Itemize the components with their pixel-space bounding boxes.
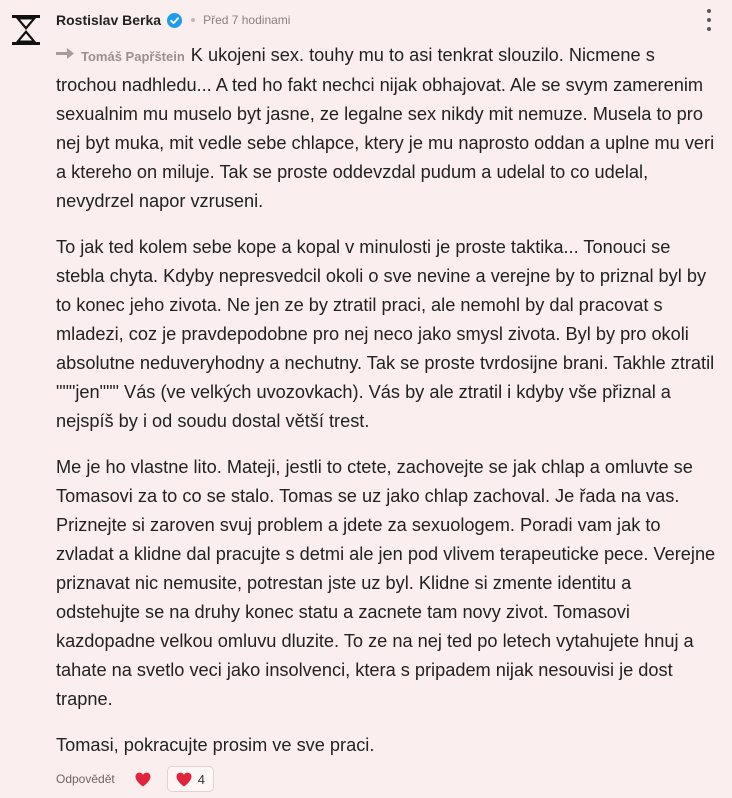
- comment-paragraph: Tomasi, pokracujte prosim ve sve praci.: [56, 735, 375, 755]
- comment-footer: [56, 766, 214, 792]
- comment-paragraph: [56, 41, 720, 216]
- reply-to-name: Tomáš Papřštein: [81, 49, 185, 64]
- avatar[interactable]: [8, 12, 44, 48]
- comment-header: [56, 10, 722, 30]
- reply-reference[interactable]: [56, 45, 191, 65]
- more-options-button[interactable]: [704, 9, 714, 31]
- timestamp: Před 7 hodinami: [203, 13, 291, 27]
- reply-arrow-icon: [56, 48, 74, 60]
- reply-button[interactable]: Odpovědět: [56, 772, 115, 786]
- verified-icon: [167, 13, 182, 28]
- comment-paragraph: To jak ted kolem sebe kope a kopal v minulosti je proste taktika... Tonouci se stebla chyta. Kdyby nepresvedcil okoli o sve nevine a verejne by to priznal byl by to konec jeho zivota. Ne jen ze by ztratil praci, ale nemohl by dal pracovat s mladezi, coz je pravdepodobne pro nej neco jako smysl zivota. Byl by pro okoli absolutne neduveryhodny a nechutny. Tak se proste tvrdosijne brani. Takhle ztratil """jen""" Vás (ve velkých uvozovkach). Vás by ale ztratil i kdyby vše přiznal a nejspíš by i od soudu dostal větší trest.: [56, 237, 715, 431]
- more-vertical-icon: [707, 9, 711, 13]
- separator-dot: [191, 18, 195, 22]
- hourglass-avatar-icon: [8, 12, 44, 48]
- like-count: 4: [197, 771, 205, 787]
- author-name[interactable]: Rostislav Berka: [56, 12, 162, 28]
- comment-paragraph: Me je ho vlastne lito. Mateji, jestli to ctete, zachovejte se jak chlap a omluvte se Tomasovi za to co se stalo. Tomas se uz jako chlap zachoval. Je řada na vas. Priznejte si zaroven svuj problem a jdete za sexuologem. Poradi vam jak to zvladat a klidne dal pracujte s detmi ale jen pod vlivem terapeuticke pece. Verejne priznavat nic nemusite, potrestan jste uz byl. Klidne si zmente identitu a odstehujte se na druhy konec statu a zacnete tam novy zivot. Tomasovi kazdopadne velkou omluvu dluzite. To ze na nej ted po letech vytahujete hnuj a tahate na svetlo veci jako insolvenci, ktera s pripadem nijak nesouvisi je dost trapne.: [56, 457, 716, 709]
- heart-icon[interactable]: [135, 772, 151, 787]
- heart-icon: [176, 772, 192, 787]
- comment-body: [56, 41, 720, 777]
- paragraph-text: K ukojeni sex. touhy mu to asi tenkrat slouzilo. Nicmene s trochou nadhledu... A ted ho fakt nechci nijak obhajovat. Ale se svym zamerenim sexualnim mu muselo byt jasne, ze legalne sex nikdy mit nemuze. Musela to pro nej byt muka, mit vedle sebe chlapce, ktery je mu naprosto oddan a uplne mu veri a ktereho on miluje. Tak se proste oddevzdal pudum a udelal to co udelal, nevydrzel napor vzruseni.: [56, 45, 715, 211]
- like-count-badge[interactable]: [167, 766, 214, 792]
